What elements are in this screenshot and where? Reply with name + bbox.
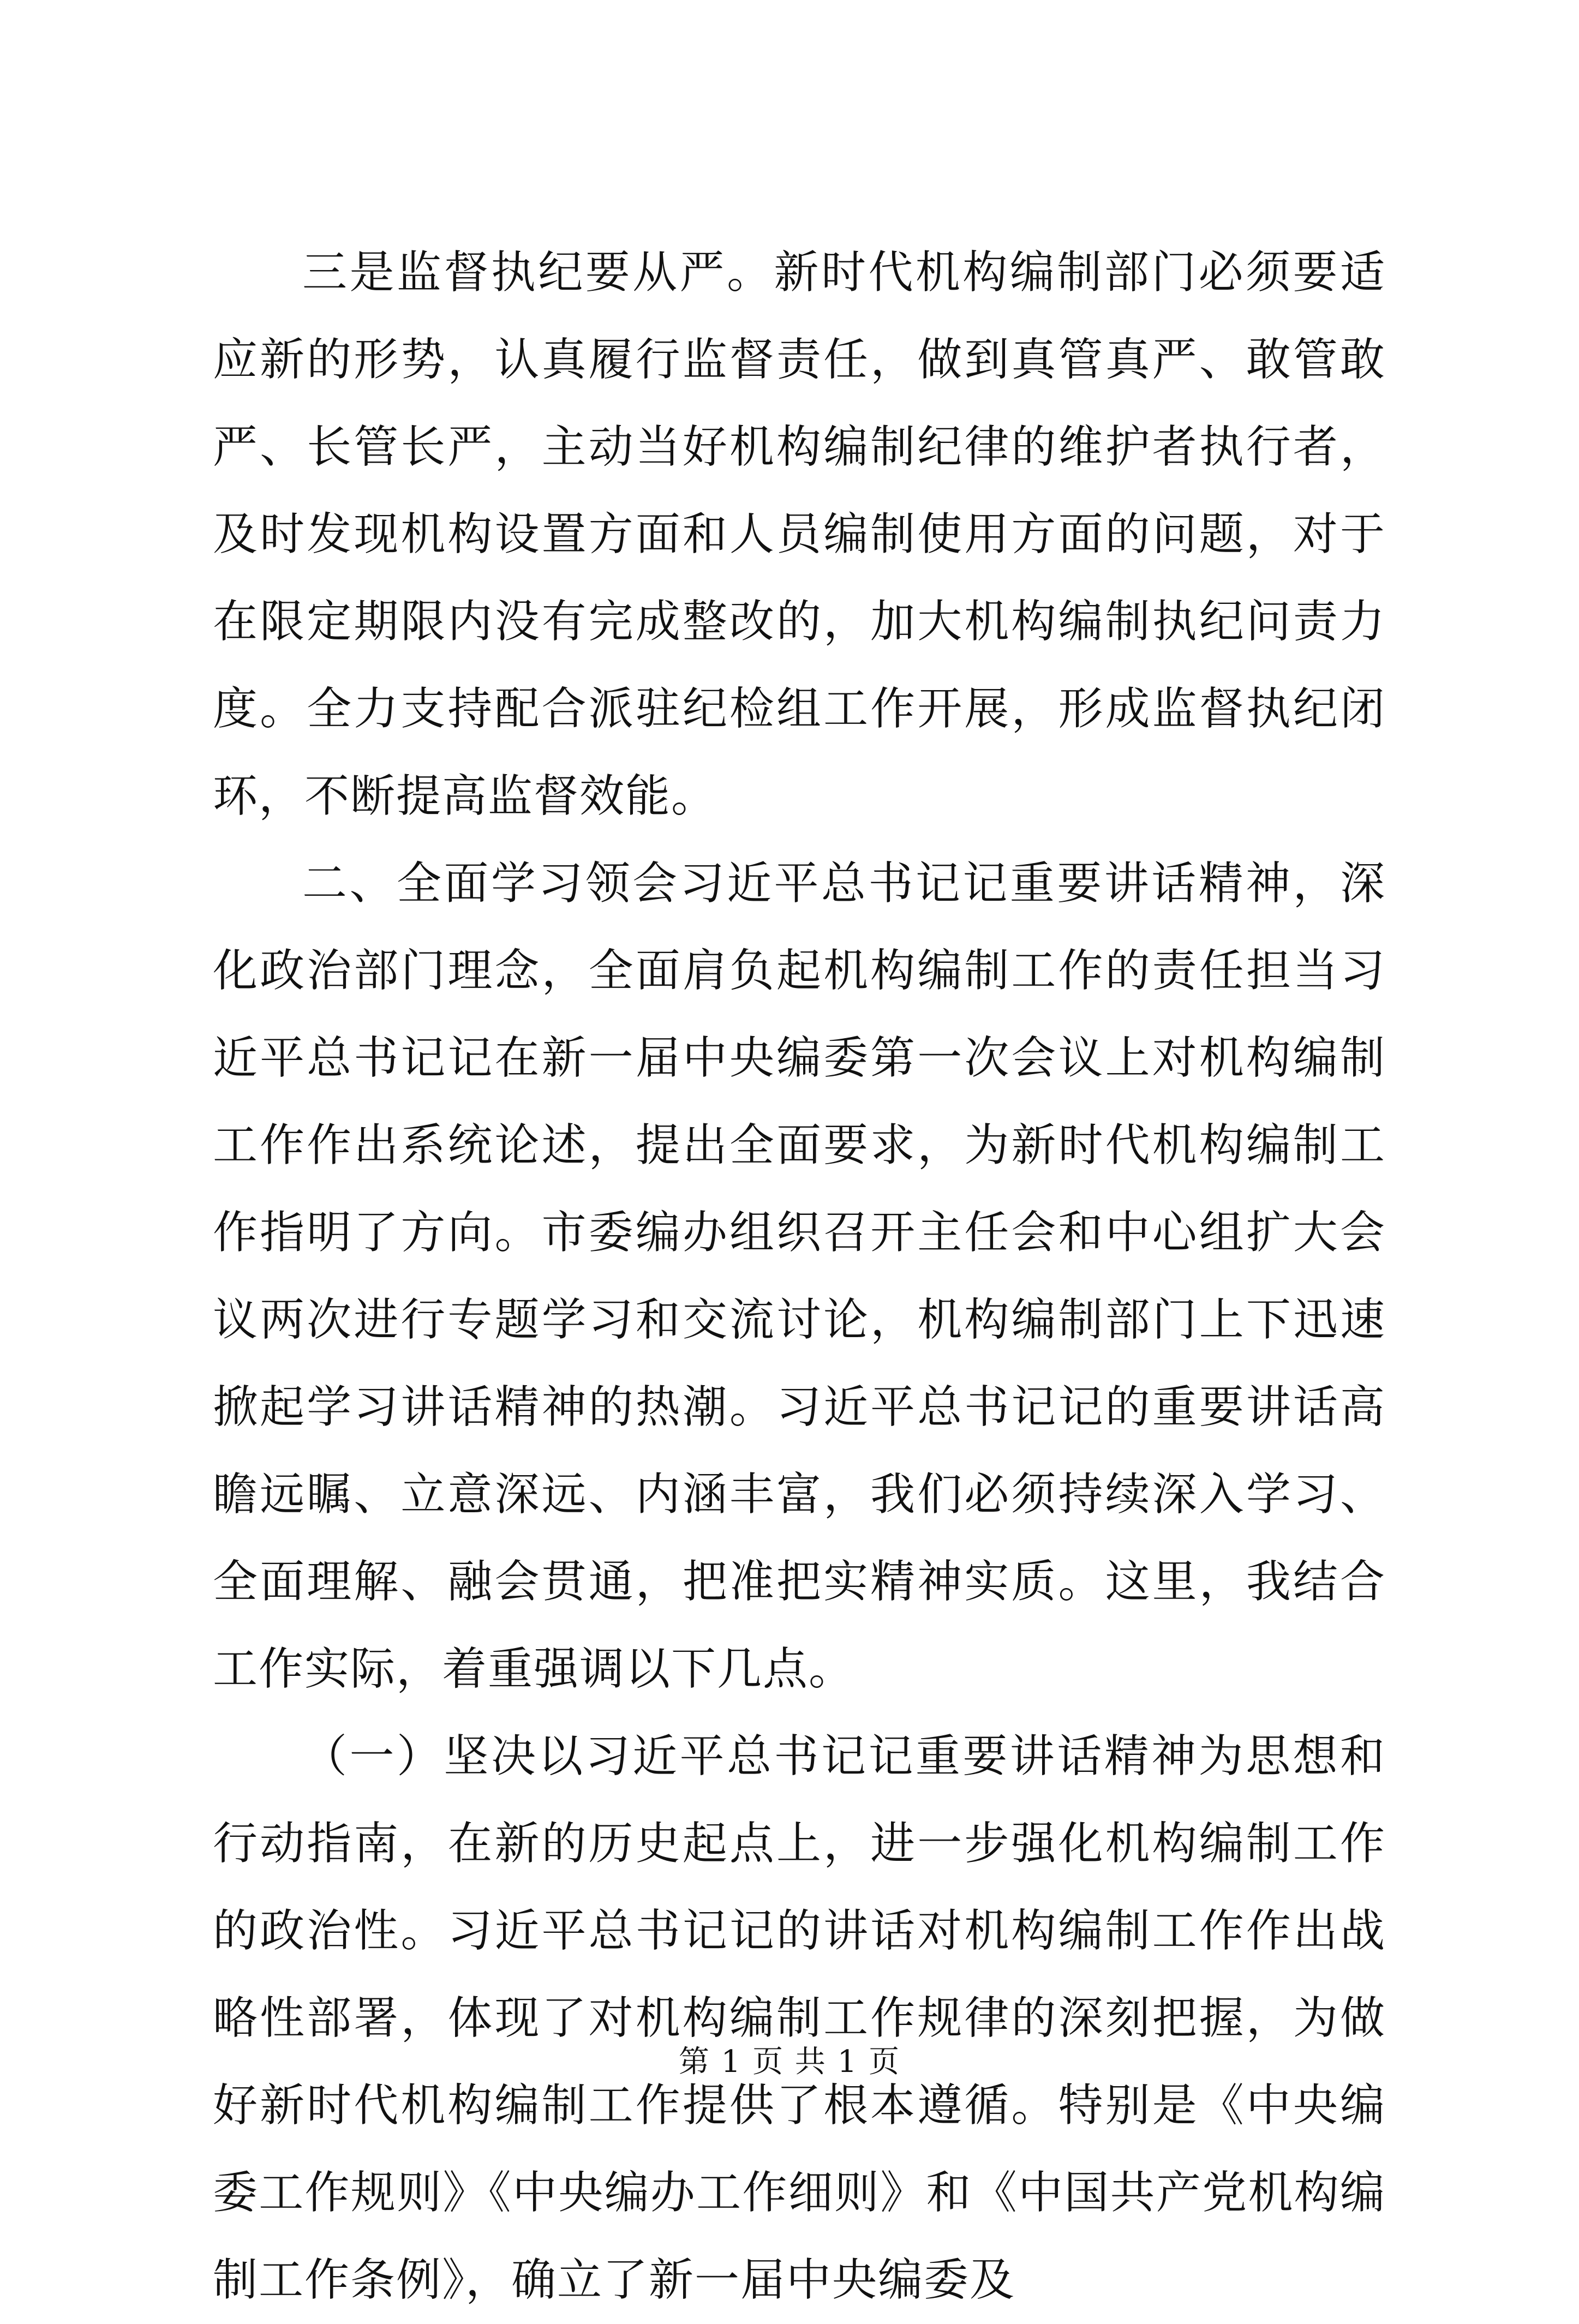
paragraph-supervision-discipline: 三是监督执纪要从严。新时代机构编制部门必须要适应新的形势，认真履行监督责任，做到真管真严、敢管敢严、长管长严，主动当好机构编制纪律的维护者执行者，及时发现机构设置方面和人员编制使用方面的问题，对于在限定期限内没有完成整改的，加大机构编制执纪问责力度。全力支持配合派驻纪检组工作开展，形成监督执纪闭环，不断提高监督效能。 — [213, 247, 1386, 822]
paragraph-section-two: 二、全面学习领会习近平总书记记重要讲话精神，深化政治部门理念，全面肩负起机构编制工作的责任担当习近平总书记记在新一届中央编委第一次会议上对机构编制工作作出系统论述，提出全面要求，为新时代机构编制工作指明了方向。市委编办组织召开主任会和中心组扩大会议两次进行专题学习和交流讨论，机构编制部门上下迅速掀起学习讲话精神的热潮。习近平总书记记的重要讲话高瞻远瞩、立意深远、内涵丰富，我们必须持续深入学习、全面理解、融会贯通，把准把实精神实质。这里，我结合工作实际，着重强调以下几点。 — [213, 858, 1386, 1695]
document-body — [213, 229, 1386, 2324]
paragraph-subsection-one: （一）坚决以习近平总书记记重要讲话精神为思想和行动指南，在新的历史起点上，进一步强化机构编制工作的政治性。习近平总书记记的讲话对机构编制工作作出战略性部署，体现了对机构编制工作规律的深刻把握，为做好新时代机构编制工作提供了根本遵循。特别是《中央编委工作规则》《中央编办工作细则》和《中国共产党机构编制工作条例》，确立了新一届中央编委及 — [213, 1730, 1386, 2306]
page-footer: 第 1 页 共 1 页 — [678, 2044, 901, 2080]
